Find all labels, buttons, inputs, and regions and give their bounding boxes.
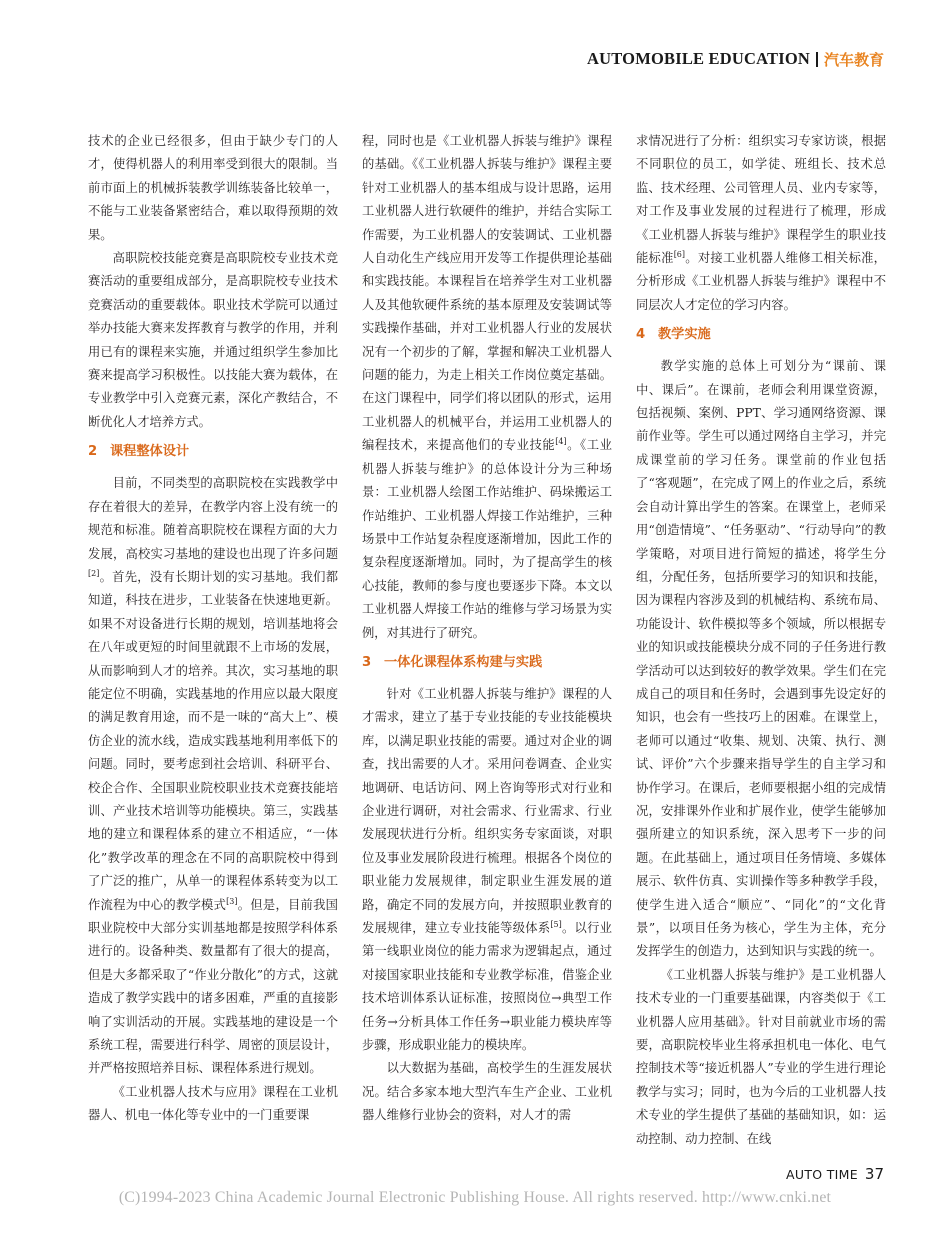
paragraph-text: 。首先，没有长期计划的实习基地。我们都知道，科技在进步，工业装备在快速地更新。如果不对设备进行长期的规划，培训基地将会在八年或更短的时间里就跟不上市场的发展，从而影响到人才的培养。其次，实习基地的职能定位不明确，实践基地的作用应以最大限度的满足教育用途，而不是一味的“高大上”、模仿企业的流水线，造成实践基地利用率低下的问题。同时，要考虑到社会培训、科研平台、校企合作、全国职业院校职业技术竞赛技能培训、产业技术培训等功能模块。第三，实践基地的建立和课程体系的建立不相适应，“一体化”教学改革的理念在不同的高职院校中得到了广泛的推广，从单一的课程体系转变为以工作流程为中心的教学模式 xyxy=(88,569,338,912)
paragraph-text: 针对《工业机器人拆装与维护》课程的人才需求，建立了基于专业技能的专业技能模块库，以满足职业技能的需要。通过对企业的调查，找出需要的人才。采用问卷调查、企业实地调研、电话访问、网上咨询等形式对行业和企业进行调研，对社会需求、行业需求、行业发展现状进行分析。组织实务专家面谈，对职位及事业发展阶段进行梳理。根据各个岗位的职业能力发展规律，制定职业生涯发展的道路，确定不同的发展方向，并按照职业教育的发展规律，建立专业技能等级体系 xyxy=(362,686,612,935)
body-paragraph xyxy=(88,1081,338,1128)
body-paragraph xyxy=(362,1057,612,1127)
paragraph-text: 高职院校技能竞赛是高职院校专业技术竞赛活动的重要组成部分，是高职院校专业技术竞赛活动的重要载体。职业技术学院可以通过举办技能大赛来发挥教育与教学的作用，并利用已有的课程来实施，并通过组织学生参加比赛来提高学习积极性。以技能大赛为载体，在专业教学中引入竞赛元素，深化产教结合，不断优化人才培养方式。 xyxy=(88,251,338,429)
paragraph-text: 技术的企业已经很多，但由于缺少专门的人才，使得机器人的利用率受到很大的限制。当前市面上的机械拆装教学训练装备比较单一，不能与工业装备紧密结合，难以取得预期的效果。 xyxy=(88,134,338,242)
paragraph-text: 程，同时也是《工业机器人拆装与维护》课程的基础。《《工业机器人拆装与维护》课程主要针对工业机器人的基本组成与设计思路，运用工业机器人进行软硬件的维护，并结合实际工作需要，为工业机器人的安装调试、工业机器人自动化生产线应用开发等工作提供理论基础和实践技能。本课程旨在培养学生对工业机器人及其他软硬件系统的基本原理及安装调试等实践操作基础，并对工业机器人行业的发展状况有一个初步的了解，掌握和解决工业机器人问题的能力，为走上相关工作岗位奠定基础。在这门课程中，同学们将以团队的形式，运用工业机器人的机械平台，并运用工业机器人的编程技术，来提高他们的专业技能 xyxy=(362,134,612,453)
section-number: 3 xyxy=(362,654,372,670)
header-divider xyxy=(816,52,818,67)
text-column-3 xyxy=(636,130,886,1151)
footer-label: AUTO TIME xyxy=(786,1167,858,1182)
paragraph-text: 《工业机器人拆装与维护》是工业机器人技术专业的一门重要基础课，内容类似于《工业机器人应用基础》。针对目前就业市场的需要，高职院校毕业生将承担机电一体化、电气控制技术等“接近机器人”专业的学生进行理论教学与实习；同时，也为今后的工业机器人技术专业的学生提供了基础的基础知识，如：运动控制、动力控制、在线 xyxy=(636,967,886,1146)
body-paragraph xyxy=(362,683,612,1058)
body-paragraph xyxy=(636,355,886,964)
section-heading xyxy=(636,323,886,347)
text-column-1 xyxy=(88,130,338,1128)
section-heading xyxy=(362,651,612,675)
copyright-notice: (C)1994-2023 China Academic Journal Electronic Publishing House. All rights reserved. http://www.cnki.net xyxy=(118,1189,832,1206)
journal-title-en: AUTOMOBILE EDUCATION xyxy=(587,49,810,68)
section-title: 课程整体设计 xyxy=(110,444,190,460)
body-paragraph xyxy=(88,247,338,434)
citation-ref: [3] xyxy=(226,896,238,906)
section-title: 一体化课程体系构建与实践 xyxy=(384,654,543,670)
text-column-2 xyxy=(362,130,612,1128)
paragraph-text: 教学实施的总体上可划分为“课前、课中、课后”。在课前，老师会利用课堂资源，包括视频、案例、PPT、学习通网络资源、课前作业等。学生可以通过网络自主学习，并完成课堂前的学习任务。课堂前的作业包括了“客观题”，在完成了网上的作业之后，系统会自动计算出学生的答案。在课堂上，老师采用“创造情境”、“任务驱动”、“行动导向”的教学策略，对项目进行简短的描述，将学生分组，分配任务，包括所要学习的知识和技能，因为课程内容涉及到的机械结构、系统布局、功能设计、软件模拟等多个领域，所以根据专业的知识或技能模块分成不同的子任务进行教学活动可以达到较好的教学效果。学生们在完成自己的项目和任务时，会遇到事先设定好的知识，也会有一些技巧上的困难。在课堂上，老师可以通过“收集、规划、决策、执行、测试、评价”六个步骤来指导学生的自主学习和协作学习。在课后，老师要根据小组的完成情况，安排课外作业和扩展作业，使学生能够加强所建立的知识系统，深入思考下一步的问题。在此基础上，通过项目任务情境、多媒体展示、软件仿真、实训操作等多种教学手段，使学生进入适合“顺应”、“同化”的“文化背景”，以项目任务为核心，学生为主体，充分发挥学生的创造力，达到知识与实践的统一。 xyxy=(636,359,886,959)
section-title: 教学实施 xyxy=(658,327,711,343)
page-number: 37 xyxy=(864,1165,884,1183)
journal-title-cn: 汽车教育 xyxy=(823,50,884,69)
paragraph-text: 目前，不同类型的高职院校在实践教学中存在着很大的差异，在教学内容上没有统一的规范和标准。随着高职院校在课程方面的大力发展，高校实习基地的建设也出现了许多问题 xyxy=(88,476,338,561)
paragraph-text: 。对接工业机器人维修工相关标准，分析形成《工业机器人拆装与维护》课程中不同层次人才定位的学习内容。 xyxy=(636,251,886,312)
paragraph-text: 。但是，目前我国职业院校中大部分实训基地都是按照学科体系进行的。设备种类、数量都有了很大的提高，但是大多都采取了“作业分散化”的方式，这就造成了教学实践中的诸多困难，严重的直接影响了实训活动的开展。实践基地的建设是一个系统工程，需要进行科学、周密的顶层设计，并严格按照培养目标、课程体系进行规划。 xyxy=(88,897,338,1076)
page-footer xyxy=(786,1165,884,1183)
body-paragraph xyxy=(88,130,338,247)
journal-header xyxy=(587,44,884,74)
citation-ref: [5] xyxy=(550,920,562,929)
body-paragraph xyxy=(88,472,338,1081)
paragraph-text: 《工业机器人技术与应用》课程在工业机器人、机电一体化等专业中的一门重要课 xyxy=(88,1084,338,1123)
section-number: 2 xyxy=(88,444,98,460)
section-number: 4 xyxy=(636,327,646,343)
paragraph-text: 求情况进行了分析：组织实习专家访谈，根据不同职位的员工，如学徒、班组长、技术总监、技术经理、公司管理人员、业内专家等，对工作及事业发展的过程进行了梳理，形成《工业机器人拆装与维护》课程学生的职业技能标准 xyxy=(636,134,886,266)
citation-ref: [2] xyxy=(88,568,100,578)
body-paragraph xyxy=(362,130,612,645)
body-paragraph xyxy=(636,130,886,317)
paragraph-text: 以大数据为基础，高校学生的生涯发展状况。结合多家本地大型汽车生产企业、工业机器人维修行业协会的资料，对人才的需 xyxy=(362,1061,612,1123)
body-paragraph xyxy=(636,964,886,1151)
paragraph-text: 。以行业第一线职业岗位的能力需求为逻辑起点，通过对接国家职业技能和专业教学标准，借鉴企业技术培训体系认证标准，按照岗位→典型工作任务→分析具体工作任务→职业能力模块库等步骤，形成职业能力的模块库。 xyxy=(362,921,612,1053)
citation-ref: [4] xyxy=(555,437,567,447)
citation-ref: [6] xyxy=(673,250,686,260)
paragraph-text: 。《工业机器人拆装与维护》的总体设计分为三种场景：工业机器人绘图工作站维护、码垛搬运工作站维护、工业机器人焊接工作站维护，三种场景中工作站复杂程度逐渐增加，因此工作的复杂程度逐渐增加。同时，为了提高学生的核心技能，教师的参与度也要逐步下降。本文以工业机器人焊接工作站的维修与学习场景为实例，对其进行了研究。 xyxy=(362,438,612,640)
section-heading xyxy=(88,440,338,464)
